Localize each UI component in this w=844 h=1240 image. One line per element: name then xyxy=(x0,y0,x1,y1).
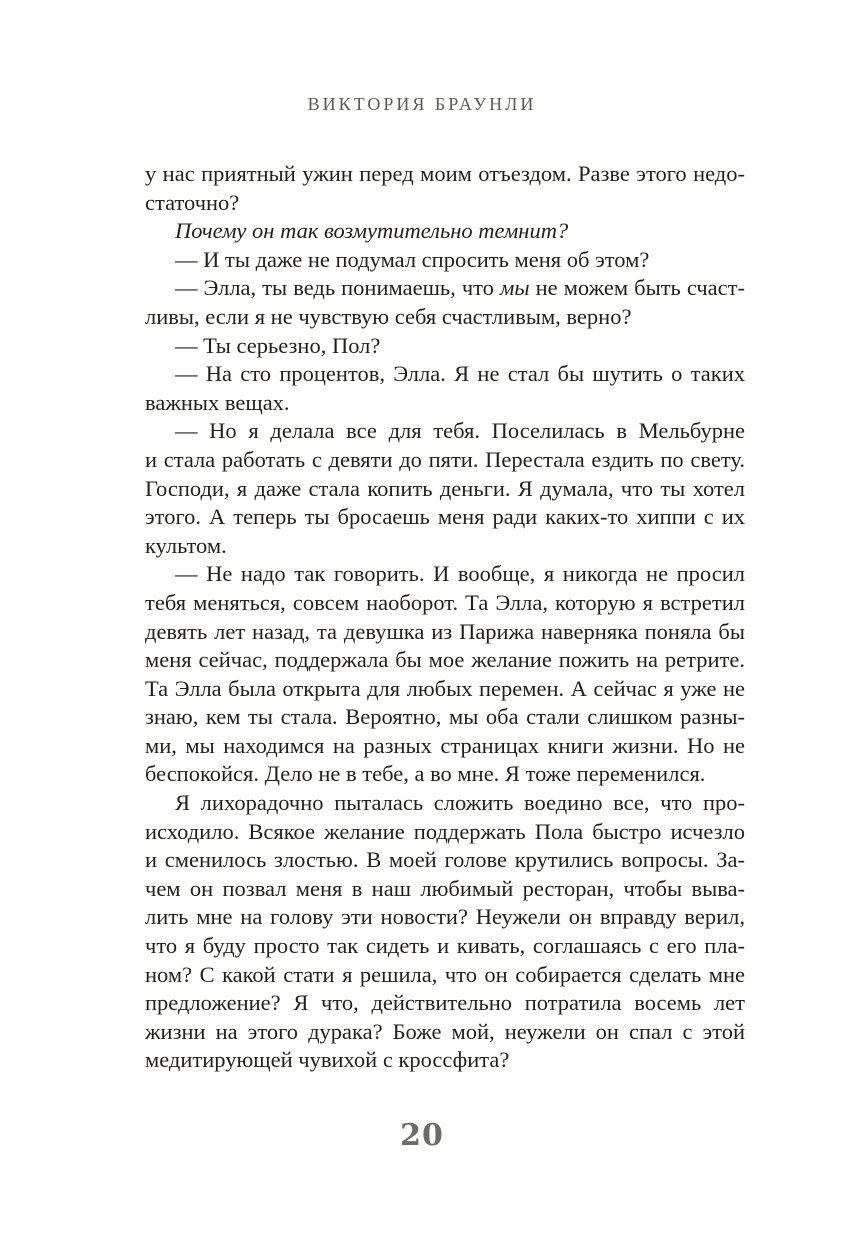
text-line: беспокойся. Дело не в тебе, а во мне. Я тоже переменился. xyxy=(145,761,706,787)
text-line: — На сто процентов, Элла. Я не стал бы шутить о таких xyxy=(175,361,745,387)
text-line: и стала работать с девяти до пяти. Перестала ездить по свету. xyxy=(145,446,745,472)
text-line: Господи, я даже стала копить деньги. Я думала, что ты хотел xyxy=(145,475,745,501)
text-line: ном? С какой стати я решила, что он собирается сделать мне xyxy=(145,961,745,987)
text-line: знаю, кем ты стала. Вероятно, мы оба стали слишком разны- xyxy=(145,704,745,730)
body-text xyxy=(145,160,745,1075)
text-line: девять лет назад, та девушка из Парижа наверняка поняла бы xyxy=(145,618,745,644)
text-line: культом. xyxy=(145,532,227,558)
text-line: Я лихорадочно пыталась сложить воедино все, что про- xyxy=(175,790,745,816)
text-line: Почему он так возмутительно темнит? xyxy=(175,218,569,244)
text-line: ливы, если я не чувствую себя счастливым, верно? xyxy=(145,303,632,329)
text-line: медитирующей чувихой с кроссфита? xyxy=(145,1047,510,1073)
page-number: 20 xyxy=(400,1118,444,1153)
text-line: важных вещах. xyxy=(145,389,290,415)
text-line: — Но я делала все для тебя. Поселилась в Мельбурне xyxy=(175,418,745,444)
text-line: предложение? Я что, действительно потратила восемь лет xyxy=(145,990,745,1016)
text-line: у нас приятный ужин перед моим отъездом. Разве этого недо- xyxy=(145,161,745,186)
text-line: — Ты серьезно, Пол? xyxy=(175,332,381,358)
text-line: Та Элла была открыта для любых перемен. А сейчас я уже не xyxy=(145,675,745,701)
text-line: что я буду просто так сидеть и кивать, соглашаясь с его пла- xyxy=(145,933,745,959)
text-line: — Не надо так говорить. И вообще, я никогда не просил xyxy=(175,561,745,587)
text-line: меня сейчас, поддержала бы мое желание пожить на ретрите. xyxy=(145,647,745,673)
text-line: статочно? xyxy=(145,189,240,215)
text-line: — Элла, ты ведь понимаешь, что мы не можем быть счаст- xyxy=(175,275,745,301)
text-line: лить мне на голову эти новости? Неужели он вправду верил, xyxy=(145,904,745,930)
text-line: ми, мы находимся на разных страницах книги жизни. Но не xyxy=(145,732,745,758)
text-line: исходило. Всякое желание поддержать Пола быстро исчезло xyxy=(145,818,745,844)
text-line: и сменилось злостью. В моей голове крутились вопросы. За- xyxy=(145,847,745,873)
running-head: ВИКТОРИЯ БРАУНЛИ xyxy=(307,94,537,114)
text-line: жизни на этого дурака? Боже мой, неужели он спал с этой xyxy=(145,1018,745,1044)
text-line: этого. А теперь ты бросаешь меня ради каких-то хиппи с их xyxy=(145,504,745,530)
text-line: — И ты даже не подумал спросить меня об этом? xyxy=(175,246,650,272)
text-line: тебя меняться, совсем наоборот. Та Элла, которую я встретил xyxy=(145,589,745,615)
text-line: чем он позвал меня в наш любимый ресторан, чтобы выва- xyxy=(145,875,745,901)
